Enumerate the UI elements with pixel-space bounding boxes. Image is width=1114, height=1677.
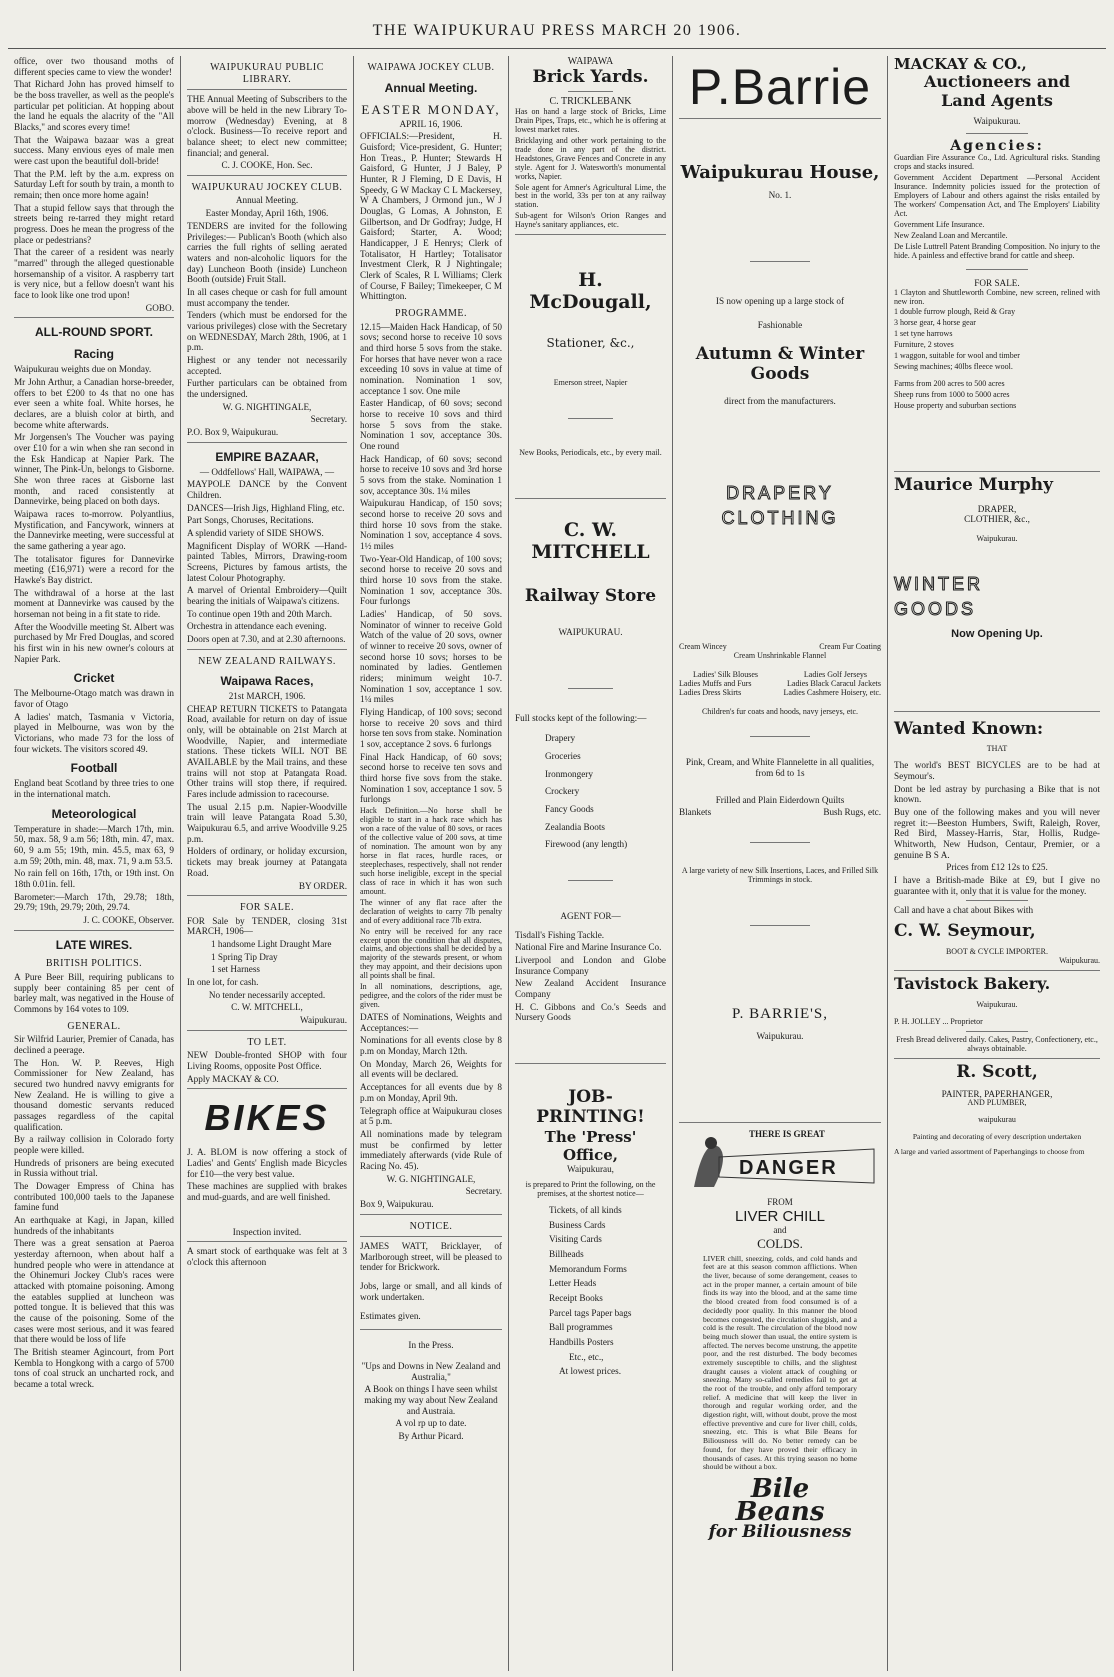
paragraph: J. A. BLOM is now offering a stock of Ladies' and Gents' English made Bicycles for £10—the very best value. bbox=[187, 1147, 347, 1179]
sale-item: 3 horse gear, 4 horse gear bbox=[894, 318, 976, 328]
paragraph: Call and have a chat about Bikes with bbox=[894, 905, 1034, 916]
brick-yards-heading: Brick Yards. bbox=[532, 66, 649, 87]
agency-item: De Lisle Luttrell Patent Branding Composition. No injury to the hide. A painless and effective brand for cattle and sheep. bbox=[894, 241, 1100, 260]
mcdougall-books: New Books, Periodicals, etc., by every mail. bbox=[519, 448, 662, 458]
paragraph: That a stupid fellow says that through the streets being re-tarred they might retard progress. Does he mean the progress of the place or pedestrians? bbox=[14, 202, 174, 245]
paragraph: Mr Jorgensen's The Voucher was paying over £10 for a win when she ran second in the Esk Handicap at Napier Park. The winner, The Pink-Un, belongs to Gisborne. She won three races at Gisborne last month, and raced consistently at Dannevirke, being placed on both days. bbox=[14, 432, 174, 507]
paragraph: Part Songs, Choruses, Recitations. bbox=[187, 515, 314, 526]
agent-heading: AGENT FOR— bbox=[560, 911, 621, 921]
sale-item: Farms from 200 acres to 500 acres bbox=[894, 379, 1005, 389]
rule-text: No entry will be received for any race except upon the condition that all disputes, claims, and objections shall be decided by a majority of the stewards present, or whom they may appoint, and their decisions upon all points shall be final. bbox=[360, 926, 502, 981]
list-item: H. C. Gibbons and Co.'s Seeds and Nursery Goods bbox=[515, 1001, 666, 1023]
barries-town: Waipukurau. bbox=[756, 1031, 804, 1042]
winter-banner: WINTER bbox=[894, 574, 983, 595]
list-item: 1 set Harness bbox=[211, 964, 260, 975]
paragraph: Sole agent for Amner's Agricultural Lime, the best in the world, 33s per ton at any railway station. bbox=[515, 182, 666, 210]
direct-text: direct from the manufacturers. bbox=[724, 396, 836, 407]
blankets-row bbox=[679, 807, 881, 818]
divider bbox=[966, 269, 1028, 270]
divider bbox=[894, 1058, 1100, 1059]
column-news bbox=[8, 56, 180, 1671]
paragraph: Barometer:—March 17th, 29.78; 18th, 29.79; 19th, 29.79; 20th, 29.74. bbox=[14, 891, 174, 913]
rugs-item: Bush Rugs, etc. bbox=[823, 807, 881, 818]
seymour-town: Waipukurau. bbox=[1059, 955, 1100, 965]
paragraph: Sir Wilfrid Laurier, Premier of Canada, has declined a peerage. bbox=[14, 1034, 174, 1055]
quilts-text: Frilled and Plain Eiderdown Quilts bbox=[715, 794, 845, 805]
plumber: AND PLUMBER, bbox=[967, 1098, 1027, 1108]
section-heading-cricket: Cricket bbox=[73, 671, 115, 686]
paragraph: Estimates given. bbox=[360, 1310, 421, 1321]
divider bbox=[187, 1088, 347, 1089]
divider bbox=[966, 900, 1028, 901]
signature: J. C. COOKE, Observer. bbox=[83, 914, 174, 925]
agency-item: Government Life Insurance. bbox=[894, 220, 985, 230]
bread-text: Fresh Bread delivered daily. Cakes, Pastry, Confectionery, etc., always obtainable. bbox=[896, 1035, 1098, 1053]
stationer: Stationer, &c., bbox=[546, 336, 635, 351]
paragraph: The withdrawal of a horse at the last moment at Dannevirke was caused by the horseman not being in a fit state to ride. bbox=[14, 587, 174, 620]
list-item: Ball programmes bbox=[549, 1322, 613, 1333]
fabric-item: Cream Fur Coating bbox=[819, 641, 881, 651]
date-line: Easter Monday, April 16th, 1906. bbox=[205, 208, 329, 219]
divider bbox=[515, 1063, 666, 1064]
list-item: Firewood (any length) bbox=[545, 839, 628, 850]
newspaper-title: THE WAIPUKURAU PRESS MARCH 20 1906. bbox=[372, 22, 742, 39]
clothier: CLOTHIER, &c., bbox=[964, 514, 1030, 525]
list-item: Liverpool and London and Globe Insurance Company bbox=[515, 955, 666, 976]
fabric-item: Ladies' Silk Blouses bbox=[693, 669, 758, 679]
list-item: Receipt Books bbox=[549, 1292, 603, 1303]
divider bbox=[568, 91, 613, 92]
list-item: Memorandum Forms bbox=[549, 1263, 627, 1274]
sale-item: 1 set tyne harrows bbox=[894, 329, 953, 339]
section-heading-racing: Racing bbox=[73, 347, 114, 362]
paragraph: Orchestra in attendance each evening. bbox=[187, 621, 327, 632]
book-author: By Arthur Picard. bbox=[398, 1430, 464, 1441]
clothing-banner: CLOTHING bbox=[721, 507, 839, 528]
paragraph: That the Waipawa bazaar was a great success. Many envious eyes of male men were cast upon the beautiful doll-bride! bbox=[14, 134, 174, 167]
section-heading-sport: ALL-ROUND SPORT. bbox=[35, 325, 153, 340]
list-item: Parcel tags Paper bags bbox=[549, 1307, 632, 1318]
section-heading-late-wires: LATE WIRES. bbox=[55, 937, 133, 952]
paragraph: By a railway collision in Colorado forty people were killed. bbox=[14, 1134, 174, 1156]
paragraph: Further particulars can be obtained from the undersigned. bbox=[187, 378, 347, 399]
paragraph: Doors open at 7.30, and at 2.30 afternoons. bbox=[187, 633, 346, 644]
in-press: In the Press. bbox=[408, 1340, 454, 1351]
danger-top: THERE IS GREAT bbox=[749, 1129, 825, 1140]
liver-chill-illustration bbox=[679, 1127, 881, 1197]
list-item: Etc., etc., bbox=[569, 1351, 604, 1362]
paragraph: JAMES WATT, Bricklayer, of Marlborough street, will be pleased to tender for Brickwork. bbox=[360, 1241, 502, 1273]
bile-beans-logo bbox=[679, 1473, 881, 1542]
divider bbox=[966, 1031, 1028, 1032]
heading-railways: NEW ZEALAND RAILWAYS. bbox=[198, 655, 336, 667]
now-opening: Now Opening Up. bbox=[951, 627, 1043, 640]
autumn-winter-goods: Autumn & Winter Goods bbox=[695, 343, 865, 384]
divider bbox=[568, 880, 613, 881]
heading-notice: NOTICE. bbox=[409, 1220, 453, 1232]
agencies-heading: Agencies: bbox=[950, 138, 1044, 155]
job-printing-heading: JOB-PRINTING! bbox=[536, 1087, 645, 1127]
mcdougall-heading: H. McDougall, bbox=[529, 269, 652, 314]
waipukurau-house: Waipukurau House, bbox=[680, 162, 880, 183]
column-notices bbox=[181, 56, 353, 1671]
list-item: Letter Heads bbox=[549, 1278, 597, 1289]
signature: W. G. NIGHTINGALE, bbox=[386, 1173, 476, 1184]
list-item: Crockery bbox=[545, 786, 580, 797]
paragraph: Dont be led astray by purchasing a Bike that is not known. bbox=[894, 783, 1100, 805]
silk-text: A large variety of new Silk Insertions, Laces, and Frilled Silk Trimmings in stock. bbox=[681, 866, 879, 885]
subheading-annual-meeting: Annual Meeting. bbox=[384, 80, 478, 95]
signature: W. G. NIGHTINGALE, bbox=[222, 401, 312, 412]
and-word: and bbox=[773, 1224, 787, 1235]
paragraph: Telegraph office at Waipukurau closes at 5 p.m. bbox=[360, 1105, 502, 1127]
paragraph: On Monday, March 26, Weights for all events will be declared. bbox=[360, 1058, 502, 1080]
brick-town: WAIPAWA bbox=[567, 56, 614, 67]
divider bbox=[894, 970, 1100, 971]
paragraph: TENDERS are invited for the following Privileges:— Publican's Booth (which also carries the full rights of selling aerated waters and non-alcoholic liquors for the day) Luncheon Booth (inside) Luncheon Booth (outside) Fruit Stall. bbox=[187, 220, 347, 285]
officials: OFFICIALS:—President, H. Guisford; Vice-president, G. Hunter; Hon Treas., P. Hunter; Stewards H Gaisford, G Hunter, J J Baley, P Hunter, R J Fleming, D E Davis, H Speedy, G W Mackay C L Mackersey, W A Chambers, J Ormond jun., W J Douglas, G Lomas, A Johnston, E Gilbertson, and Dr Godfray; Judge, H Gaisford; Starter, A. Wood; Handicapper, J E Henrys; Clerk of Totalisator, H Hartley; Totalisator Investment Clerk, R J Nightingale; Clerk of Scales, R L Williams; Clerk of Course, F Bailey; Timekeeper, C M Whittington. bbox=[360, 131, 502, 302]
rule-text: Hack Definition.—No horse shall be eligible to start in a hack race which has won a race of the value of 80 sovs, or races of the collective value of 200 sovs, at time of nomination. The amount won by any horse in flat races, hurdle races, or steeplechases, respectively, shall not render such horse ineligible, except in the special class of race in which it has won such amount. bbox=[360, 806, 502, 896]
sale-item: Sewing machines; 40lbs fleece wool. bbox=[894, 362, 1013, 372]
danger-word: DANGER bbox=[739, 1157, 838, 1180]
painting-text: Painting and decorating of every description undertaken bbox=[912, 1132, 1082, 1142]
mackay-town: Waipukurau. bbox=[973, 116, 1021, 127]
paragraph: Hundreds of prisoners are being executed in Russia without trial. bbox=[14, 1157, 174, 1179]
paragraph: Mr John Arthur, a Canadian horse-breeder, offers to bet £200 to 4s that no one has ever seen a white foal. White horses, he declares, are a bluish color at birth, and become white afterwards. bbox=[14, 376, 174, 430]
divider bbox=[360, 1236, 502, 1237]
paragraph: A marvel of Oriental Embroidery—Quilt bearing the initials of Waipawa's citizens. bbox=[187, 585, 347, 606]
biliousness-word: for Biliousness bbox=[708, 1521, 852, 1542]
sale-item: 1 Clayton and Shuttleworth Combine, new screen, relined with new iron. bbox=[894, 287, 1100, 306]
masthead bbox=[0, 0, 1114, 48]
paragraph: In all cases cheque or cash for full amount must accompany the tender. bbox=[187, 286, 347, 308]
paragraph: Apply MACKAY & CO. bbox=[187, 1073, 279, 1084]
mitchell-town: WAIPUKURAU. bbox=[558, 626, 623, 637]
fabric-item: Ladies Golf Jerseys bbox=[803, 669, 867, 679]
paragraph: Sub-agent for Wilson's Orion Ranges and Hayne's sanitary appliances, etc. bbox=[515, 211, 666, 230]
paragraph: The British steamer Agincourt, from Port Kembla to Hongkong with a cargo of 5700 tons of coal struck an uncharted rock, and became a total wreck. bbox=[14, 1347, 174, 1390]
paragraph: NEW Double-fronted SHOP with four Living Rooms, opposite Post Office. bbox=[187, 1050, 347, 1072]
signature: C. W. MITCHELL, bbox=[231, 1002, 303, 1013]
paragraph: Holders of ordinary, or holiday excursion, tickets may break journey at Patangata Road. bbox=[187, 846, 347, 878]
tavistock-heading: Tavistock Bakery. bbox=[894, 973, 1051, 993]
paragraph: The world's BEST BICYCLES are to be had at Seymour's. bbox=[894, 760, 1100, 781]
heading-jockey-club: WAIPUKURAU JOCKEY CLUB. bbox=[191, 181, 343, 193]
paragraph: I have a British-made Bike at £9, but I give no guarantee with it, only that it is value for the money. bbox=[894, 874, 1100, 896]
sale-item: 1 double furrow plough, Reid & Gray bbox=[894, 307, 1016, 317]
divider bbox=[894, 471, 1100, 472]
divider bbox=[750, 261, 811, 262]
subheading-politics: BRITISH POLITICS. bbox=[45, 958, 143, 970]
list-item: Groceries bbox=[545, 750, 581, 761]
address: Emerson street, Napier bbox=[553, 378, 628, 388]
paragraph: Has on hand a large stock of Bricks, Lime Drain Pipes, Traps, etc., which he is offering at lowest market rates. bbox=[515, 106, 666, 134]
race-item: 12.15—Maiden Hack Handicap, of 50 sovs; second horse to receive 10 sovs and third horse 5 sovs from the stake. For horses that have never won a race exceeding 10 sovs in value at time of nomination. Nomination 1 sov, acceptance 1 sov. One mile bbox=[360, 321, 502, 396]
divider bbox=[360, 1214, 502, 1215]
paragraph: All nominations made by telegram must be confirmed by letter immediately afterwards (vide Rule of Racing No. 45). bbox=[360, 1128, 502, 1171]
list-item: Visiting Cards bbox=[549, 1234, 602, 1245]
subheading-races: Waipawa Races, bbox=[220, 674, 314, 689]
divider bbox=[515, 498, 666, 499]
opening-text: IS now opening up a large stock of bbox=[715, 295, 845, 306]
barries-heading: P. BARRIE'S, bbox=[732, 1006, 828, 1023]
wanted-heading: Wanted Known: bbox=[894, 718, 1044, 739]
paragraph: No rain fell on 16th, 17th, or 19th inst. On 18th 0.01in. fell. bbox=[14, 868, 174, 889]
note: Inspection invited. bbox=[232, 1226, 302, 1237]
paragraph: Waipukurau weights due on Monday. bbox=[14, 364, 152, 375]
divider bbox=[679, 1122, 881, 1123]
divider bbox=[187, 895, 347, 896]
list-item: Tickets, of all kinds bbox=[549, 1204, 622, 1215]
agency-item: New Zealand Loan and Mercantile. bbox=[894, 231, 1008, 241]
subheading: — Oddfellows' Hall, WAIPAWA, — bbox=[199, 466, 335, 477]
signature: BY ORDER. bbox=[298, 880, 347, 891]
section-heading-football: Football bbox=[70, 761, 118, 776]
murphy-heading: Maurice Murphy bbox=[894, 475, 1053, 496]
brick-owner: C. TRICKLEBANK bbox=[549, 96, 632, 108]
house-number: No. 1. bbox=[768, 189, 792, 200]
paragraph: These machines are supplied with brakes and mud-guards, and are well finished. bbox=[187, 1181, 347, 1202]
list-item: At lowest prices. bbox=[559, 1366, 622, 1377]
signature-title: Secretary. bbox=[465, 1186, 502, 1197]
sale-item: Sheep runs from 1000 to 5000 acres bbox=[894, 390, 1010, 400]
colds: COLDS. bbox=[757, 1235, 803, 1251]
paragraph: FOR Sale by TENDER, closing 31st MARCH, 1906— bbox=[187, 915, 347, 937]
paragraph: There was a great sensation at Paeroa yesterday afternoon, when about half a hundred people who were in attendance at the Ohinemuri Jockey Club's races were attacked with ptomaine poisoning. Among the eatables supplied at luncheon was potted tongue. It is believed that this was the cause of the poisoning. Some of the cases were most serious, and it was feared that there would be loss of life bbox=[14, 1238, 174, 1345]
heading-for-sale: FOR SALE. bbox=[240, 902, 294, 914]
mackay-heading: MACKAY & CO., bbox=[894, 56, 1027, 73]
book-date: A vol rp up to date. bbox=[395, 1418, 467, 1429]
race-item: Ladies' Handicap, of 50 sovs. Nominator of winner to receive Gold Watch of the value of 20 sovs, owner of winner to receive 20 sovs, owner of second horse 10 sovs; horses to be nominated by ladies. Gentlemen riders; minimum weight 10-7. Nomination 1 sov, acceptance 1 sov. 1¼ miles bbox=[360, 609, 502, 705]
paragraph: Full stocks kept of the following:— bbox=[515, 712, 647, 723]
agency-item: Guardian Fire Assurance Co., Ltd. Agricultural risks. Standing crops and stacks insured. bbox=[894, 153, 1100, 172]
race-item: Waipukurau Handicap, of 150 sovs; second horse to receive 20 sovs and third horse 10 sovs from the stake. Nomination 1 sov, acceptance 4 sovs. 1½ miles bbox=[360, 498, 502, 552]
race-item: Final Hack Handicap, of 60 sovs; second horse to receive ten sovs and third horse five sovs from the stake. Nomination 1 sov, acceptance 1 sov. 5 furlongs bbox=[360, 751, 502, 805]
from-word: FROM bbox=[767, 1197, 793, 1208]
list-item: Billheads bbox=[549, 1248, 584, 1259]
paragraph: Prices from £12 12s to £25. bbox=[946, 862, 1048, 873]
rule-text: In all nominations, descriptions, age, pedigree, and the colors of the rider must be given. bbox=[360, 982, 502, 1010]
liver-text: LIVER chill, sneezing, colds, and cold hands and feet are at this season common afflictions. When the liver, because of some derangement, ceases to act in the proper manner, a certain amount of bile finds its way into the blood, and at the same time the blood created from food consumed is of a decidedly poor quality. In this manner the blood becomes congested, the circulation sluggish, and a cold is the result. The circulation of the blood now being much slower than usual, the entire system is affected. The nerves become unstrung, the appetite poor, and the rest disturbed. The body becomes extremely susceptible to chills, and the slightest draught causes a violent attack of coughing or sneezing. Many so-called remedies fail to get at the root of the trouble, and only afford temporary relief. A medicine that will keep the liver in thorough and regular working order, and the digestion right, will, without doubt, prove the most effective preventive and cure for liver chill, colds, sneezing, etc. This is what Bile Beans for Biliousness will do. No better remedy can be found, for they have proved their efficacy in thousands of cases. At this trying season no home should be without a box. bbox=[703, 1253, 857, 1472]
divider bbox=[14, 930, 174, 931]
tavistock-town: Waipukurau. bbox=[976, 1000, 1018, 1010]
land-agents: Land Agents bbox=[941, 90, 1053, 110]
job-town: Waipukurau, bbox=[567, 1164, 614, 1175]
paragraph: Magnificent Display of WORK —Hand-painted Tables, Mirrors, Drawing-room Screens, Pictures by famous artists, the latest Colour Photography. bbox=[187, 540, 347, 583]
for-sale-heading: FOR SALE. bbox=[974, 277, 1020, 288]
list-item: Fancy Goods bbox=[545, 803, 594, 814]
race-item: Flying Handicap, of 100 sovs; second horse to receive 20 sovs and third horse ten sovs from stake. Nomination 1 sov, acceptance 2 sovs. 6 furlongs bbox=[360, 707, 502, 750]
paragraph: A ladies' match, Tasmania v Victoria, played in Melbourne, was won by the Victorians, who made 73 for the loss of four wickets. The visitors scored 49. bbox=[14, 711, 174, 754]
painter: PAINTER, PAPERHANGER, bbox=[941, 1088, 1053, 1099]
divider bbox=[568, 418, 613, 419]
column-barrie bbox=[673, 56, 887, 1671]
signature-title: Secretary. bbox=[310, 414, 347, 425]
divider bbox=[894, 711, 1100, 712]
paragraph: The totalisator figures for Dannevirke meeting (£16,971) were a record for the Hawke's Bay district. bbox=[14, 553, 174, 586]
paragraph: DANCES—Irish Jigs, Highland Fling, etc. bbox=[187, 502, 345, 513]
fabric-item: Ladies Dress Skirts bbox=[679, 687, 742, 697]
divider bbox=[187, 89, 347, 90]
divider bbox=[750, 736, 811, 737]
paragraph: Bricklaying and other work pertaining to the trade done in any part of the district. Headstones, Grave Fences and Concrete in any style. Agent for J. Watesworth's monumental works, Napier. bbox=[515, 135, 666, 181]
paragraph: Temperature in shade:—March 17th, min. 50, max. 58, 9 a.m 56; 18th, min. 47, max. 60, 9 a.m 55; 19th, min. 45.5, max 63, 9 a.m 59; 20th, min. 48, max. 71, 9 a.m 53.5. bbox=[14, 823, 174, 866]
signature-town: Waipukurau. bbox=[300, 1015, 347, 1026]
fabric-item: Ladies Black Caracul Jackets bbox=[787, 678, 881, 688]
column-ads-2 bbox=[888, 56, 1106, 1671]
beans-word: Beans bbox=[735, 1497, 825, 1528]
paragraph: An earthquake at Kagi, in Japan, killed hundreds of the inhabitants bbox=[14, 1215, 174, 1236]
paragraph: CHEAP RETURN TICKETS to Patangata Road, available for return on day of issue only, will be obtainable on 21st March at Woodville, Napier, and intermediate stations. These tickets WILL NOT BE AVAILABLE by the Mail trains, and these trains will not stop at Patangata Road. Other trains will stop there, if required. Fares include admission to racecourse. bbox=[187, 703, 347, 800]
list-item: Zealandia Boots bbox=[545, 821, 605, 832]
divider bbox=[750, 842, 811, 843]
divider bbox=[187, 1241, 347, 1242]
column-ads-1 bbox=[509, 56, 672, 1671]
list-item: Drapery bbox=[545, 733, 576, 744]
mitchell-heading: C. W. MITCHELL bbox=[531, 519, 650, 564]
race-item: Easter Handicap, of 60 sovs; second horse to receive 10 sovs and third horse 5 sovs from the stake. Nomination 1 sov, acceptance 30s. One round bbox=[360, 398, 502, 451]
note: No tender necessarily accepted. bbox=[208, 989, 326, 1000]
divider bbox=[515, 234, 666, 235]
auctioneers: Auctioneers and bbox=[923, 72, 1071, 92]
heading-programme: PROGRAMME. bbox=[395, 308, 467, 319]
seymour-heading: C. W. Seymour, bbox=[894, 920, 1036, 941]
list-item: In one lot, for cash. bbox=[187, 977, 259, 988]
paragraph: Buy one of the following makes and you will never regret it:—Beeston Humbers, Swift, Raleigh, Rover, Red Bird, Massey-Harris, Star, Hollis, Rudge-Whitworth, New Hudson, Centaur, Premier, or a genuine B S A. bbox=[894, 806, 1100, 860]
bikes-banner: BIKES bbox=[204, 1097, 330, 1139]
agency-item: Government Accident Department —Personal Accident Insurance. Indemnity policies issued for the protection of Employers of Labour and others against the risks entailed by The workers' Compensation Act, and The Employers' Liability Act. bbox=[894, 173, 1100, 219]
divider bbox=[187, 442, 347, 443]
blankets-item: Blankets bbox=[679, 807, 712, 818]
paragraph: The Melbourne-Otago match was drawn in favor of Otago bbox=[14, 688, 174, 709]
paragraph: Highest or any tender not necessarily accepted. bbox=[187, 354, 347, 376]
heading-empire-bazaar: EMPIRE BAZAAR, bbox=[215, 449, 319, 464]
flannelette-text: Pink, Cream, and White Flannelette in all qualities, from 6d to 1s bbox=[685, 757, 875, 779]
paragraph: DATES of Nominations, Weights and Acceptances:— bbox=[360, 1012, 502, 1033]
divider bbox=[187, 175, 347, 176]
drapery-banner: DRAPERY bbox=[726, 483, 834, 503]
divider bbox=[187, 1030, 347, 1031]
date-line: 21st MARCH, 1906. bbox=[228, 691, 306, 702]
paragraph: The usual 2.15 p.m. Napier-Woodville train will leave Patangata Road 5.30, Waipukurau 6.5, and arrive Woodville 9.25 p.m. bbox=[187, 801, 347, 844]
column-races bbox=[354, 56, 508, 1671]
fashionable: Fashionable bbox=[757, 320, 803, 331]
book-title: "Ups and Downs in New Zealand and Australia," bbox=[361, 1360, 501, 1382]
subheading-general: GENERAL. bbox=[67, 1020, 121, 1032]
paragraph: Jobs, large or small, and all kinds of work undertaken. bbox=[360, 1281, 502, 1302]
proprietor: P. H. JOLLEY ... Proprietor bbox=[894, 1017, 983, 1027]
sale-item: Furniture, 2 stoves bbox=[894, 340, 954, 350]
job-text: is prepared to Print the following, on the premises, at the shortest notice— bbox=[525, 1179, 656, 1198]
paragraph: To continue open 19th and 20th March. bbox=[187, 608, 333, 619]
paragraph: A splendid variety of SIDE SHOWS. bbox=[187, 527, 324, 538]
paragraph: MAYPOLE DANCE by the Convent Children. bbox=[187, 479, 347, 500]
race-item: Two-Year-Old Handicap, of 100 sovs; second horse to receive 20 sovs and third horse 10 sovs from the stake. Nomination 1 sov, acceptance 30s. Four furlongs bbox=[360, 553, 502, 607]
railway-store: Railway Store bbox=[524, 586, 657, 607]
heading-to-let: TO LET. bbox=[247, 1036, 287, 1048]
divider bbox=[187, 649, 347, 650]
race-item: Hack Handicap, of 60 sovs; second horse to receive 10 sovs and 3rd horse 5 sovs from the stake. Nomination 1 sov, acceptance 30s. 1¼ miles bbox=[360, 453, 502, 496]
list-item: New Zealand Accident Insurance Company bbox=[515, 978, 666, 1000]
paragraph: Acceptances for all events due by 8 p.m on Monday, April 9th. bbox=[360, 1082, 502, 1103]
signature: GOBO. bbox=[145, 302, 174, 313]
masthead-rule bbox=[8, 48, 1106, 49]
murphy-town: Waipukurau. bbox=[976, 534, 1018, 544]
signature: C. J. COOKE, Hon. Sec. bbox=[221, 160, 313, 171]
paragraph: That Richard John has proved himself to be the boss traveller, as well as the people's particular pet politician. At hopping about the land he equals the alacrity of the "All Blacks," and scores every time! bbox=[14, 79, 174, 133]
bile-word: Bile bbox=[750, 1473, 810, 1504]
list-item: Handbills Posters bbox=[549, 1336, 614, 1347]
press-office: The 'Press' Office, bbox=[544, 1128, 637, 1164]
list-item: Ironmongery bbox=[545, 768, 593, 779]
divider bbox=[360, 1329, 502, 1330]
paragraph: The Hon. W. P. Reeves, High Commissioner for New Zealand, has secured two hundred navvy emigrants for New Zealand. He is willing to give a thousand domestic servants reduced passages regardless of the capital qualification. bbox=[14, 1057, 174, 1132]
fabric-row: Cream Unshrinkable Flannel bbox=[733, 650, 827, 660]
subheading: Annual Meeting. bbox=[235, 195, 299, 206]
list-item: National Fire and Marine Insurance Co. bbox=[515, 942, 662, 953]
paragraph: Waipawa races to-morrow. Polyantlius, Mystification, and Fancywork, winners at the Dannevirke meeting, were successful at the same gathering a year ago. bbox=[14, 509, 174, 552]
paragraph: After the Woodville meeting St. Albert was purchased by Mr Fred Douglas, and scored his first win in his new owner's colours at Napier Park. bbox=[14, 621, 174, 664]
paragraph: England beat Scotland by three tries to one in the international match. bbox=[14, 778, 174, 799]
list-item: 1 Spring Tip Dray bbox=[211, 951, 278, 962]
paragraph: That the career of a resident was nearly "marred" through the alleged questionable horsemanship of a visitor. A raspberry tart is very nice, but a fellow doesn't want his face to look like one trod upon! bbox=[14, 247, 174, 301]
address: Box 9, Waipukurau. bbox=[360, 1198, 434, 1209]
paragraph: Nominations for all events close by 8 p.m on Monday, March 12th. bbox=[360, 1035, 502, 1057]
divider bbox=[679, 118, 881, 119]
scott-town: waipukurau bbox=[978, 1115, 1016, 1125]
liver-chill: LIVER CHILL bbox=[734, 1207, 826, 1225]
paragraph: THE Annual Meeting of Subscribers to the above will be held in the new Library To-morrow (Wednesday) Evening, at 8 o'clock. Business—To receive report and balance sheet; to elect new committee; financial; and general. bbox=[187, 94, 347, 158]
heading-waipawa-jockey-club: WAIPAWA JOCKEY CLUB. bbox=[367, 62, 495, 73]
divider bbox=[568, 688, 613, 689]
sale-item: House property and suburban sections bbox=[894, 401, 1017, 411]
fabric-item: Ladies Muffs and Furs bbox=[679, 678, 752, 688]
heading-library: WAIPUKURAU PUBLIC LIBRARY. bbox=[210, 62, 324, 85]
paragraph: The Dowager Empress of China has contributed 100,000 taels to the Japanese famine fund bbox=[14, 1181, 174, 1213]
book-description: A Book on things I have seen whilst making my way about New Zealand and Austraia. bbox=[364, 1384, 498, 1416]
paragraph: office, over two thousand moths of different species came to view the wonder! bbox=[14, 56, 174, 77]
children-text: Children's fur coats and hoods, navy jerseys, etc. bbox=[701, 706, 859, 716]
list-item: Tisdall's Fishing Tackle. bbox=[515, 929, 605, 940]
list-item: 1 handsome Light Draught Mare bbox=[211, 939, 332, 950]
divider bbox=[966, 133, 1028, 134]
fabric-row bbox=[679, 689, 881, 698]
paragraph: A Pure Beer Bill, requiring publicans to supply beer containing 85 per cent of barley malt, was negatived in the House of Commons by 164 votes to 109. bbox=[14, 972, 174, 1015]
heading-easter-monday: EASTER MONDAY, bbox=[361, 101, 501, 117]
assort-text: A large and varied assortment of Paperhangings to choose from bbox=[894, 1146, 1085, 1156]
that-word: THAT bbox=[986, 744, 1008, 754]
fabric-item: Cream Wincey bbox=[679, 641, 727, 651]
divider bbox=[750, 925, 811, 926]
sale-item: 1 waggon, suitable for wool and timber bbox=[894, 351, 1020, 361]
paragraph: Tenders (which must be endorsed for the various privileges) close with the Secretary on WEDNESDAY, March 28th, 1906, at 1 p.m. bbox=[187, 310, 347, 353]
paragraph: A smart stock of earthquake was felt at 3 o'clock this afternoon bbox=[187, 1246, 347, 1267]
list-item: Business Cards bbox=[549, 1219, 606, 1230]
paragraph: That the P.M. left by the a.m. express on Saturday Left for south by train, a month to remain; then once more home again! bbox=[14, 168, 174, 201]
scott-heading: R. Scott, bbox=[956, 1061, 1038, 1082]
fabric-item: Ladies Cashmere Hoisery, etc. bbox=[783, 687, 881, 697]
section-heading-meteorological: Meteorological bbox=[51, 806, 137, 821]
address: P.O. Box 9, Waipukurau. bbox=[187, 426, 279, 437]
barrie-banner: P.Barrie bbox=[688, 59, 872, 115]
rule-text: The winner of any flat race after the declaration of weights to carry 7lb penalty and of every additional race 7lb extra. bbox=[360, 897, 502, 925]
date-line: APRIL 16, 1906. bbox=[399, 118, 463, 129]
draper: DRAPER, bbox=[977, 503, 1017, 514]
seymour-sub: BOOT & CYCLE IMPORTER. bbox=[945, 946, 1049, 956]
divider bbox=[14, 317, 174, 318]
goods-banner: GOODS bbox=[894, 598, 977, 619]
